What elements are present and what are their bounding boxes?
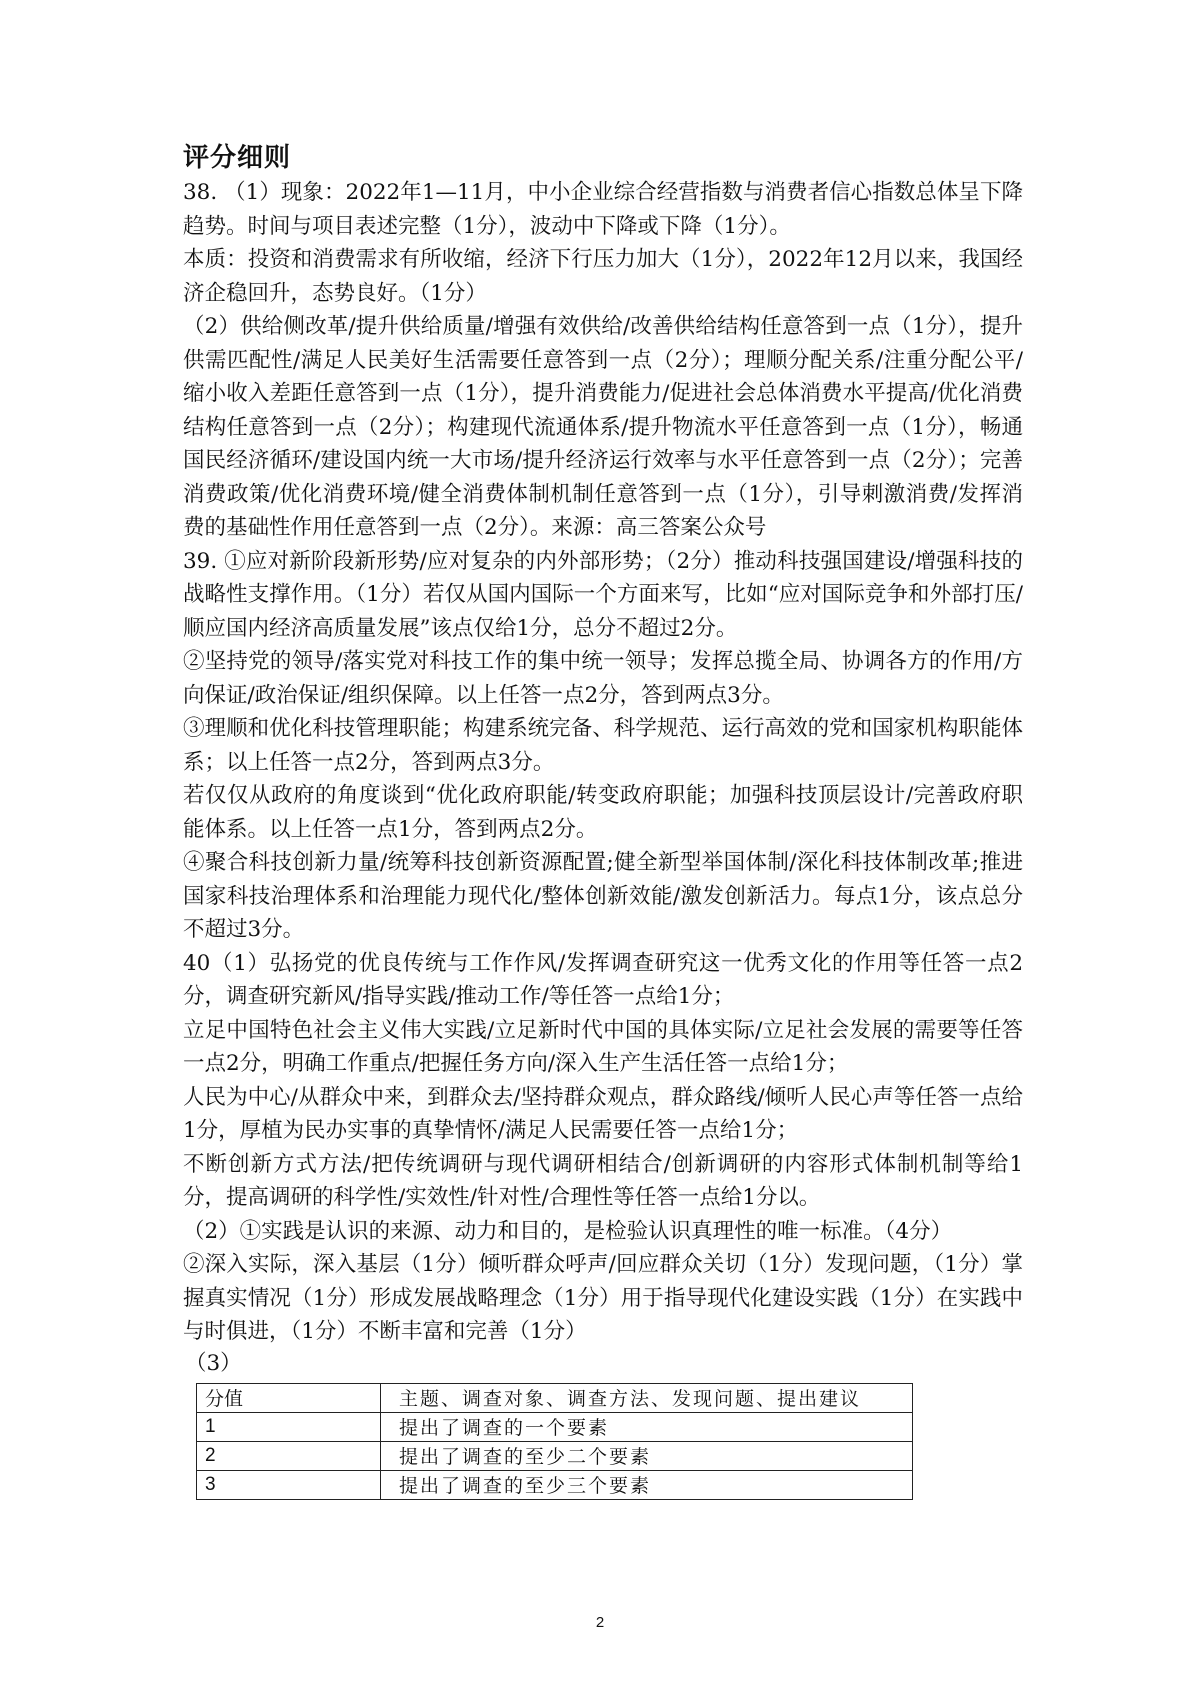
table-row [197,1470,913,1499]
document-page [183,140,1023,1500]
paragraph-38-essence: 本质：投资和消费需求有所收缩，经济下行压力加大（1分），2022年12月以来，我国经济企稳回升，态势良好。（1分） [183,247,1023,306]
table-cell-criterion: 提出了调查的至少三个要素 [381,1470,913,1499]
table-cell-criterion: 提出了调查的至少二个要素 [381,1441,913,1470]
paragraph-40-2b: ②深入实际，深入基层（1分）倾听群众呼声/回应群众关切（1分）发现问题，（1分）掌握真实情况（1分）形成发展战略理念（1分）用于指导现代化建设实践（1分）在实践中与时俱进，（1分）不断丰富和完善（1分） [183,1252,1023,1344]
paragraph-39-3: ③理顺和优化科技管理职能；构建系统完备、科学规范、运行高效的党和国家机构职能体系；以上任答一点2分，答到两点3分。 [183,716,1023,775]
paragraph-38-2: （2）供给侧改革/提升供给质量/增强有效供给/改善供给结构任意答到一点（1分），提升供需匹配性/满足人民美好生活需要任意答到一点（2分）；理顺分配关系/注重分配公平/缩小收入差距任意答到一点（1分），提升消费能力/促进社会总体消费水平提高/优化消费结构任意答到一点（2分）；构建现代流通体系/提升物流水平任意答到一点（1分），畅通国民经济循环/建设国内统一大市场/提升经济运行效率与水平任意答到一点（2分）；完善消费政策/优化消费环境/健全消费体制机制任意答到一点（1分），引导刺激消费/发挥消费的基础性作用任意答到一点（2分）。来源：高三答案公众号 [183,314,1023,540]
paragraph-40-2a: （2）①实践是认识的来源、动力和目的，是检验认识真理性的唯一标准。（4分） [183,1218,953,1244]
table-label: （3） [185,1350,242,1376]
table-header-row [197,1383,913,1412]
paragraph-40-1c: 人民为中心/从群众中来，到群众去/坚持群众观点，群众路线/倾听人民心声等任答一点给1分，厚植为民办实事的真挚情怀/满足人民需要任答一点给1分； [183,1084,1023,1143]
paragraph-39-gov: 若仅仅从政府的角度谈到“优化政府职能/转变政府职能；加强科技顶层设计/完善政府职能体系。以上任答一点1分，答到两点2分。 [183,783,1023,842]
table-header-cell: 分值 [197,1383,381,1412]
table-cell-criterion: 提出了调查的一个要素 [381,1412,913,1441]
table-row [197,1441,913,1470]
table-row [197,1412,913,1441]
table-cell-score: 1 [197,1412,381,1441]
table-cell-score: 3 [197,1470,381,1499]
table-cell-score: 2 [197,1441,381,1470]
paragraph-39-2: ②坚持党的领导/落实党对科技工作的集中统一领导；发挥总揽全局、协调各方的作用/方向保证/政治保证/组织保障。以上任答一点2分，答到两点3分。 [183,649,1023,708]
paragraph-39-4: ④聚合科技创新力量/统筹科技创新资源配置;健全新型举国体制/深化科技体制改革;推进国家科技治理体系和治理能力现代化/整体创新效能/激发创新活力。每点1分，该点总分不超过3分。 [183,850,1023,942]
paragraph-40-1b: 立足中国特色社会主义伟大实践/立足新时代中国的具体实际/立足社会发展的需要等任答一点2分，明确工作重点/把握任务方向/深入生产生活任答一点给1分； [183,1017,1023,1076]
paragraph-38-1: 38. （1）现象：2022年1—11月，中小企业综合经营指数与消费者信心指数总体呈下降趋势。时间与项目表述完整（1分），波动中下降或下降（1分）。 [183,180,1023,239]
paragraph-40-1a: 40（1）弘扬党的优良传统与工作作风/发挥调查研究这一优秀文化的作用等任答一点2分，调查研究新风/指导实践/推动工作/等任答一点给1分； [183,950,1023,1009]
scoring-table [196,1383,913,1500]
table-header-cell: 主题、调查对象、调查方法、发现问题、提出建议 [381,1383,913,1412]
paragraph-40-1d: 不断创新方式方法/把传统调研与现代调研相结合/创新调研的内容形式体制机制等给1分，提高调研的科学性/实效性/针对性/合理性等任答一点给1分以。 [183,1151,1023,1210]
document-title: 评分细则 [183,143,292,173]
paragraph-39-1: 39. ①应对新阶段新形势/应对复杂的内外部形势；（2分）推动科技强国建设/增强科技的战略性支撑作用。（1分）若仅从国内国际一个方面来写，比如“应对国际竞争和外部打压/顺应国内经济高质量发展”该点仅给1分，总分不超过2分。 [183,548,1023,641]
page-number: 2 [595,1614,605,1631]
